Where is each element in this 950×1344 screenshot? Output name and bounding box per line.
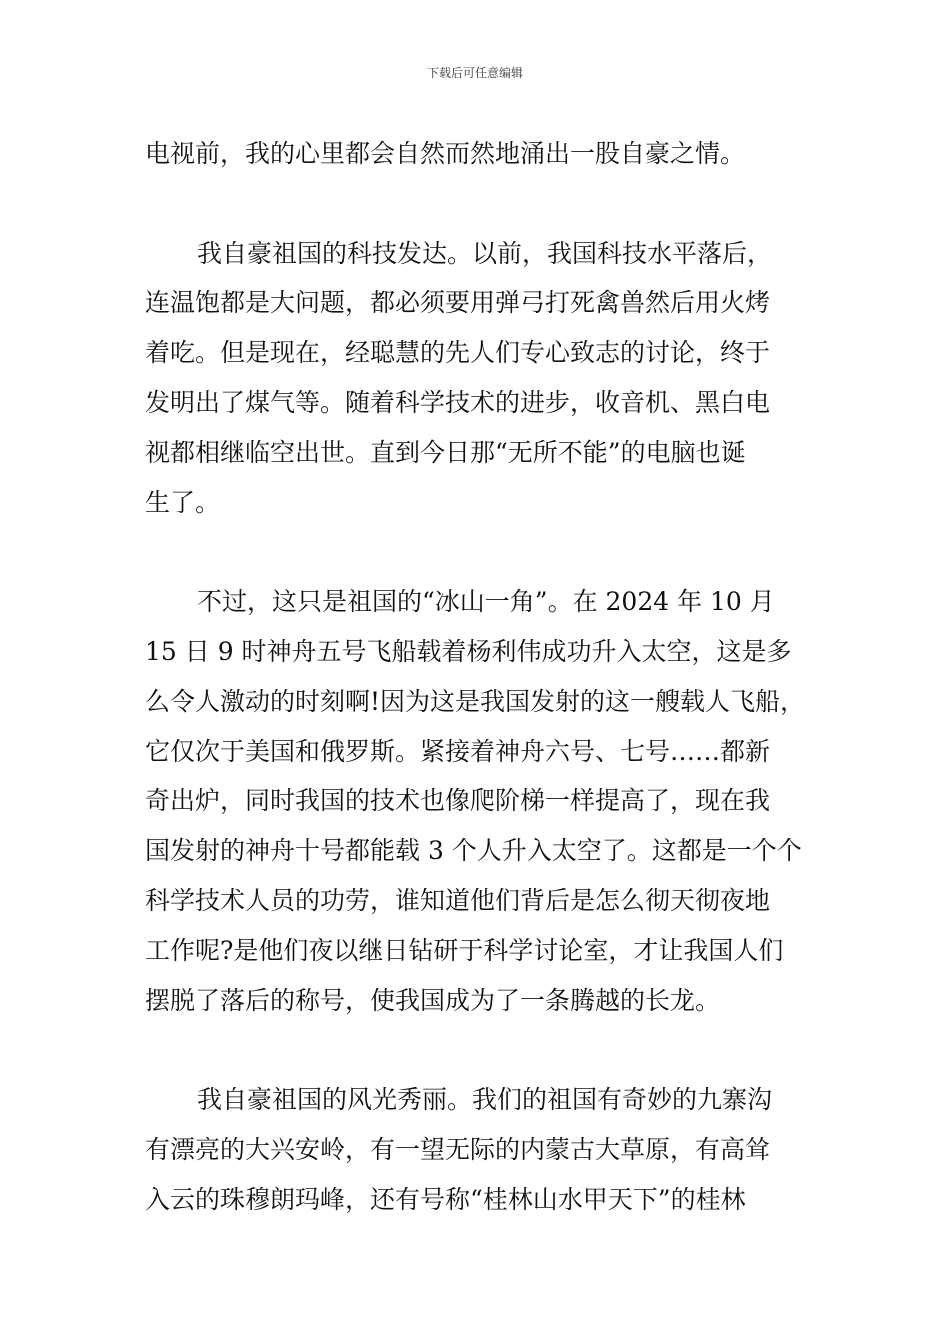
paragraph-line: 生了。 (145, 487, 221, 517)
paragraph-line: 么令人激动的时刻啊!因为这是我国发射的这一艘载人飞船， (145, 686, 806, 716)
paragraph-gap (145, 179, 805, 229)
paragraph-line: 工作呢?是他们夜以继日钻研于科学讨论室，才让我国人们 (145, 935, 784, 965)
paragraph-line: 摆脱了落后的称号，使我国成为了一条腾越的长龙。 (145, 985, 721, 1015)
paragraph-gap (145, 527, 805, 577)
paragraph-line: 奇出炉，同时我国的技术也像爬阶梯一样提高了，现在我 (145, 786, 771, 816)
paragraph-line: 它仅次于美国和俄罗斯。紧接着神舟六号、七号……都新 (145, 736, 771, 766)
paragraph-line: 15 日 9 时神舟五号飞船载着杨利伟成功升入太空，这是多 (145, 636, 792, 666)
paragraph-gap (145, 1025, 805, 1075)
paragraph-line: 科学技术人员的功劳，谁知道他们背后是怎么彻天彻夜地 (145, 885, 771, 915)
paragraph-line: 我自豪祖国的风光秀丽。我们的祖国有奇妙的九寨沟 (197, 1085, 773, 1115)
paragraph-line: 连温饱都是大问题，都必须要用弹弓打死禽兽然后用火烤 (145, 288, 771, 318)
paragraph-line: 我自豪祖国的科技发达。以前，我国科技水平落后， (197, 238, 773, 268)
paragraph-line: 有漂亮的大兴安岭，有一望无际的内蒙古大草原，有高耸 (145, 1134, 771, 1164)
paragraph-line: 国发射的神舟十号都能载 3 个人升入太空了。这都是一个个 (145, 836, 802, 866)
page-header: 下载后可任意编辑 (426, 66, 523, 80)
paragraph-line: 不过，这只是祖国的“冰山一角”。在 2024 年 10 月 (197, 587, 775, 617)
paragraph-line: 视都相继临空出世。直到今日那“无所不能”的电脑也诞 (145, 437, 746, 467)
paragraph-line: 发明出了煤气等。随着科学技术的进步，收音机、黑白电 (145, 387, 771, 417)
document-body (145, 129, 805, 1225)
paragraph-line: 入云的珠穆朗玛峰，还有号称“桂林山水甲天下”的桂林 (145, 1184, 746, 1214)
paragraph-line: 电视前，我的心里都会自然而然地涌出一股自豪之情。 (145, 139, 746, 168)
paragraph-line: 着吃。但是现在，经聪慧的先人们专心致志的讨论，终于 (145, 338, 771, 368)
